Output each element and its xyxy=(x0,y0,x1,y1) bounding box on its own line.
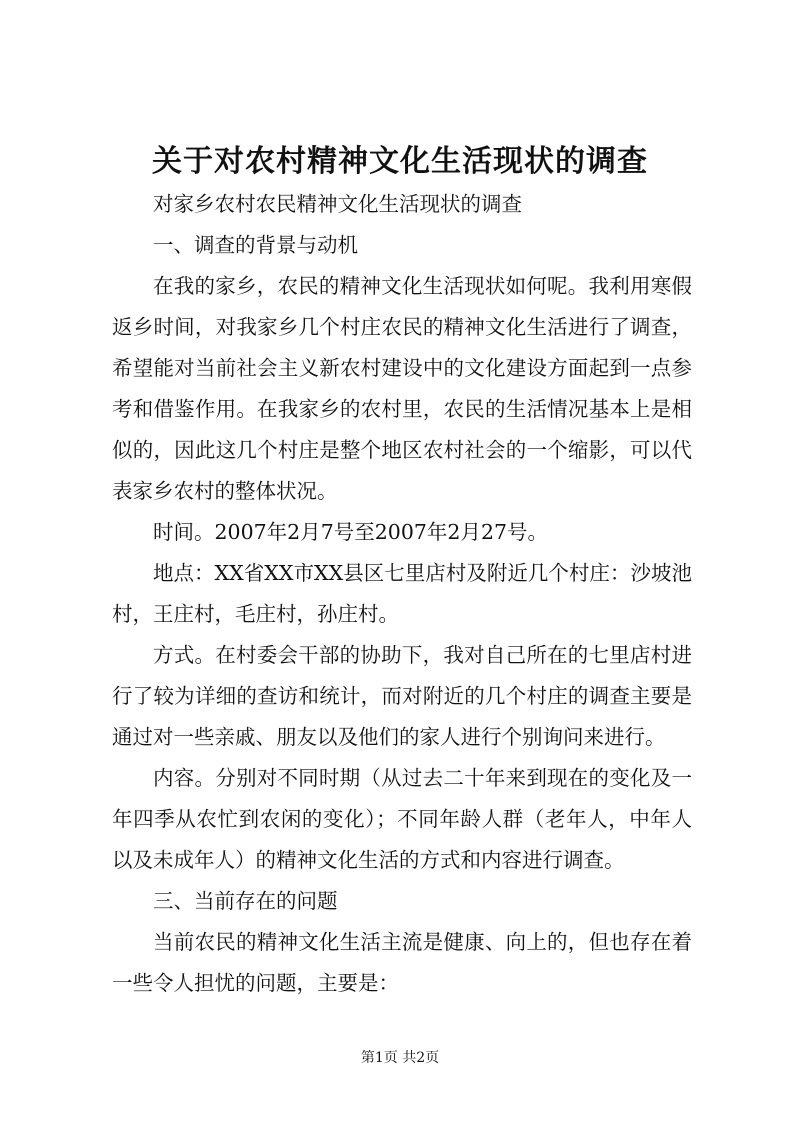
document-title: 关于对农村精神文化生活现状的调查 xyxy=(152,144,648,179)
page-footer: 第1页 共2页 xyxy=(360,1050,440,1066)
document-body xyxy=(112,184,692,1004)
paragraph-content: 内容。分别对不同时期（从过去二十年来到现在的变化及一年四季从农忙到农闲的变化）；不同年龄人群（老年人，中年人以及未成年人）的精神文化生活的方式和内容进行调查。 xyxy=(112,766,692,872)
section-heading-background: 一、调查的背景与动机 xyxy=(153,233,358,257)
paragraph-intro: 在我的家乡，农民的精神文化生活现状如何呢。我利用寒假返乡时间，对我家乡几个村庄农民的精神文化生活进行了调查，希望能对当前社会主义新农村建设中的文化建设方面起到一点参考和借鉴作用。在我家乡的农村里，农民的生活情况基本上是相似的，因此这几个村庄是整个地区农村社会的一个缩影，可以代表家乡农村的整体状况。 xyxy=(112,274,692,503)
paragraph-time: 时间。2007年2月7号至2007年2月27号。 xyxy=(153,520,549,544)
paragraph-location: 地点：XX省XX市XX县区七里店村及附近几个村庄：沙坡池村，王庄村，毛庄村，孙庄村。 xyxy=(112,561,692,626)
paragraph-subtitle: 对家乡农村农民精神文化生活现状的调查 xyxy=(153,192,522,216)
paragraph-problems: 当前农民的精神文化生活主流是健康、向上的，但也存在着一些令人担忧的问题，主要是： xyxy=(112,930,692,995)
section-heading-problems: 三、当前存在的问题 xyxy=(153,889,338,913)
paragraph-method: 方式。在村委会干部的协助下，我对自己所在的七里店村进行了较为详细的查访和统计，而对附近的几个村庄的调查主要是通过对一些亲戚、朋友以及他们的家人进行个别询问来进行。 xyxy=(112,643,692,749)
